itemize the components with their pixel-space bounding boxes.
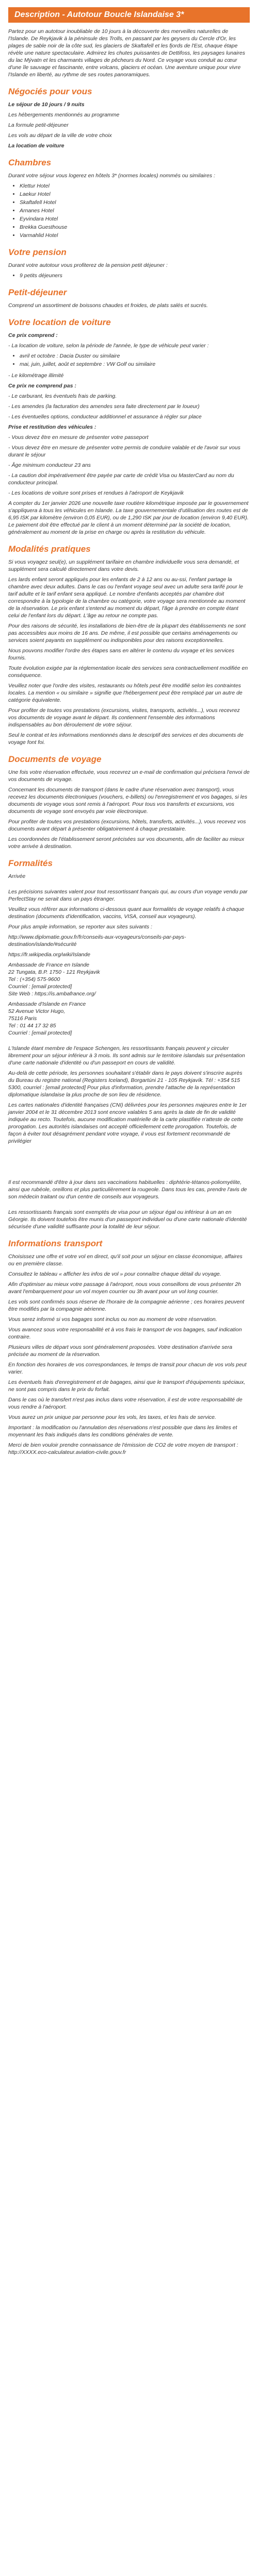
formalities-paragraph: Veuillez vous référer aux informations ci-dessous quant aux formalités de voyage relatifs à chaque destination (documents d'identification, vaccins, VISA, conseil aux voyageurs). — [8, 906, 245, 920]
practical-paragraph: Pour profiter de toutes vos prestations (excursions, visites, transports, activités...), vous recevrez vos documents de voyage avant le départ. Ils contiennent l'ensemble des informations indispensables au bon déroulement de votre séjour. — [8, 707, 240, 728]
car-excluded-item: - Le carburant, les éventuels frais de parking. — [8, 393, 117, 399]
car-rule: - Vous devez être en mesure de présenter votre passeport — [8, 434, 149, 440]
practical-paragraph: Veuillez noter que l'ordre des visites, restaurants ou hôtels peut être modifié selon les contraintes locales. La mention « ou similaire » signifie que l'hébergement peut être remplacé par un autre de catégorie équivalente. — [8, 683, 243, 703]
section-heading-practical: Modalités pratiques — [8, 544, 91, 554]
page-title: Description - Autotour Boucle Islandaise 3* — [8, 7, 250, 23]
hotel-item: • Skaftafell Hotel — [20, 199, 250, 206]
highlight-line: La location de voiture — [8, 143, 64, 149]
transport-paragraph: Vous avancez sous votre responsabilité et à vos frais le transport de vos bagages, sauf indication contraire. — [8, 1327, 242, 1340]
transport-paragraph: Plusieurs villes de départ vous sont généralement proposées. Votre destination d'arrivée sera précisée au moment de la réservation. — [8, 1344, 233, 1358]
rooms-intro: Durant votre séjour vous logerez en hôtels 3* (normes locales) nommés ou similaires : — [8, 173, 215, 179]
formalities-link[interactable]: http://www.diplomatie.gouv.fr/fr/conseils-aux-voyageurs/conseils-par-pays-destination/islande/#sécurité — [8, 934, 186, 947]
section-heading-breakfast: Petit-déjeuner — [8, 287, 67, 297]
documents-paragraph: Concernant les documents de transport (dans le cadre d'une réservation avec transport), vous recevez les documents électroniques (vouchers, e-billets) ou l'enregistrement et vos bagages, si les documents de voyage vous sont remis à l'aéroport. Pour tous vos transferts et excursions, vos documents de voyage sont envoyés par voie électronique. — [8, 787, 248, 815]
hotel-item: • Varmahlid Hotel — [20, 232, 250, 239]
section-heading-car: Votre location de voiture — [8, 317, 111, 327]
car-excluded-item: - Les amendes (la facturation des amendes sera faite directement par le loueur) — [8, 403, 200, 410]
highlight-line: Les hébergements mentionnés au programme — [8, 112, 120, 118]
formalities-paragraph: Pour plus ample information, se reporter aux sites suivants : — [8, 924, 152, 930]
hotel-item: • Laekur Hotel — [20, 191, 250, 198]
car-includes-title: Ce prix comprend : — [8, 332, 58, 338]
transport-paragraph: Afin d'optimiser au mieux votre passage à l'aéroport, nous vous conseillons de vous présenter 2h avant l'embarquement pour un vol moyen courrier ou 3h avant pour un vol long courrier. — [8, 1281, 241, 1295]
section-heading-documents: Documents de voyage — [8, 754, 102, 764]
practical-paragraph: Nous pouvons modifier l'ordre des étapes sans en altérer le contenu du voyage et les services fournis. — [8, 648, 235, 661]
section-heading-rooms: Chambres — [8, 158, 52, 167]
pension-list — [20, 272, 250, 279]
formalities-paragraph: Au-delà de cette période, les personnes souhaitant s'établir dans le pays doivent s'inscrire auprès du Bureau du registre national (Registers Iceland), Borgartúni 21 - 105 Reykjavík. Tél : +354 515 5300, courriel : [email protected] Pour plus d'information, prendre l'attache de la représentation diplomatique islandaise la plus proche de son lieu de résidence. — [8, 1070, 243, 1098]
car-rule: - Les locations de voiture sont prises et rendues à l'aéroport de Keykjavik — [8, 490, 184, 496]
formalities-paragraph: Il est recommandé d'être à jour dans ses vaccinations habituelles : diphtérie-tétanos-poliomyélite, ainsi que rubéole, oreillons et plus particulièrement la rougeole. Dans tous les cas, prendre l'avis de son médecin traitant ou d'un centre de conseils aux voyageurs. — [8, 1179, 247, 1200]
formalities-link[interactable]: https://fr.wikipedia.org/wiki/Islande — [8, 952, 90, 958]
transport-paragraph: Les vols sont confirmés sous réserve de l'horaire de la compagnie aérienne ; ces horaires peuvent être modifiés par la compagnie aérienne. — [8, 1299, 245, 1312]
transport-paragraph: Consultez le tableau « afficher les infos de vol » pour connaître chaque détail du voyage. — [8, 1271, 221, 1277]
transport-paragraph: Important : la modification ou l'annulation des réservations n'est possible que dans les limites et moyennant les frais indiqués dans les conditions générales de vente. — [8, 1425, 237, 1438]
transport-paragraph: Les éventuels frais d'enregistrement et de bagages, ainsi que le transport d'équipements spéciaux, ne sont pas compris dans le prix du forfait. — [8, 1379, 246, 1393]
transport-paragraph: Merci de bien vouloir prendre connaissance de l'émission de CO2 de votre moyen de transport : http://XXXX.eco-calculateur.aviation-civile.gouv.fr — [8, 1442, 238, 1455]
car-excluded-item: - Les éventuelles options, conducteur additionnel et assurance à régler sur place — [8, 414, 202, 420]
documents-paragraph: Pour profiter de toutes vos prestations (excursions, hôtels, transferts, activités...), vous recevez vos documents avant départ à présenter obligatoirement à chaque prestataire. — [8, 819, 246, 832]
practical-paragraph: Seul le contrat et les informations mentionnés dans le descriptif des services et des documents de voyage font foi. — [8, 732, 244, 745]
car-includes-intro: - La location de voiture, selon la période de l'année, le type de véhicule peut varier : — [8, 343, 209, 349]
section-heading-highlights: Négociés pour vous — [8, 87, 92, 96]
transport-paragraph: Choisissez une offre et votre vol en direct, qu'il soit pour un séjour en classe économique, affaires ou en première classe. — [8, 1253, 243, 1267]
section-heading-formalities: Formalités — [8, 858, 53, 868]
hotel-item: • Arnanes Hotel — [20, 207, 250, 214]
embassy-iceland: Ambassade d'Islande en France 52 Avenue Victor Hugo, 75116 Paris Tel : 01 44 17 32 85 Courriel : [email protected] — [8, 1001, 86, 1036]
highlight-line: Les vols au départ de la ville de votre choix — [8, 132, 112, 139]
formalities-paragraph: Les cartes nationales d'identité françaises (CNI) délivrées pour les personnes majeures entre le 1er janvier 2004 et le 31 décembre 2013 sont encore valables 5 ans après la date de fin de validité indiquée au recto. Toutefois, aucune modification matérielle de la carte plastifiée n'atteste de cette prorogation. Les autorités islandaises ont accepté officiellement cette prorogation. Toutefois, de façon à éviter tout désagrément pendant votre voyage, il vous est fortement recommandé de privilégier — [8, 1102, 247, 1144]
practical-paragraph: Les lards enfant seront appliqués pour les enfants de 2 à 12 ans ou au-ssi, l'enfant partage la chambre avec deux adultes. Dans le cas ou l'enfant voyage seul avec un adulte sera tarifé pour le tarif adulte et le tarif enfant sera appliqué. Le nombre d'enfants acceptés par chambre doit correspondre à la typologie de la chambre ou catégorie, votre voyage sera mentionnée au moment de la réservation. Le prix enfant s'entend au moment du départ, l'âge à prendre en compte étant celui de l'enfant lors du départ. L'âge au retour ne compte pas. — [8, 577, 246, 619]
car-rule: - La caution doit impérativement être payée par carte de crédit Visa ou MasterCard au nom du conducteur principal. — [8, 472, 234, 486]
formalities-arrival: Arrivée — [8, 873, 26, 879]
car-season-list — [20, 352, 250, 368]
practical-paragraph: Toute évolution exigée par la réglementation locale des services sera contractuellement modifiée en conséquence. — [8, 665, 248, 679]
formalities-paragraph: Les ressortissants français sont exemptés de visa pour un séjour égal ou inférieur à un an en Géorgie. Ils doivent toutefois être munis d'un passeport individuel ou d'une carte nationale d'identité sécurisée d'une validité suffisante pour la totalité de leur séjour. — [8, 1209, 247, 1230]
section-heading-transport: Informations transport — [8, 1239, 103, 1248]
car-season-item: • mai, juin, juillet, août et septembre : VW Golf ou similaire — [20, 361, 250, 368]
car-rule: - Âge minimum conducteur 23 ans — [8, 462, 91, 468]
car-rule: - Vous devez être en mesure de présenter votre permis de conduire valable et de l'avoir sur vous durant le séjour — [8, 445, 240, 458]
highlight-line: La formule petit-déjeuner — [8, 122, 69, 128]
section-heading-pension: Votre pension — [8, 247, 67, 257]
pension-item: • 9 petits déjeuners — [20, 272, 250, 279]
hotel-item: • Brekka Guesthouse — [20, 224, 250, 231]
transport-paragraph: Vous aurez un prix unique par personne pour les vols, les taxes, et les frais de service. — [8, 1414, 216, 1420]
embassy-france: Ambassade de France en Islande 22 Tungata, B.P. 1750 - 121 Reykjavik Tel : (+354) 575-9600 Courriel : [email protected] Site Web : https://is.ambafrance.org/ — [8, 962, 100, 997]
car-note: A compter du 1er janvier 2026 une nouvelle taxe routière kilométrique imposée par le gouvernement s'appliquera à tous les véhicules en Islande. La taxe gouvernementale d'utilisation des routes est de 6,95 ISK par kilomètre (environ 0,05 EUR), ou de 1,290 ISK par jour de location (environ 9,40 EUR). Le paiement doit être effectué par le client à un moment déterminé par la société de location, généralement au moment de la prise en charge ou après la restitution du véhicule. — [8, 500, 249, 535]
formalities-paragraph: Les précisions suivantes valent pour tout ressortissant français qui, au cours d'un voyage vendu par PerfectStay ne serait dans un pays étranger. — [8, 889, 248, 902]
breakfast-text: Comprend un assortiment de boissons chaudes et froides, de plats salés et sucrés. — [8, 302, 208, 309]
practical-paragraph: Si vous voyagez seul(e), un supplément tarifaire en chambre individuelle vous sera demandé, et supplément sera calculé directement dans votre devis. — [8, 559, 239, 572]
transport-paragraph: En fonction des horaires de vos correspondances, le temps de transit pour chacun de vos vols peut varier. — [8, 1362, 247, 1375]
formalities-paragraph: L'Islande étant membre de l'espace Schengen, les ressortissants français peuvent y circuler librement pour un séjour inférieur à 3 mois. Ils sont admis sur le territoire islandais sur présentation d'une carte nationale d'identité ou d'un passeport en cours de validité. — [8, 1045, 245, 1066]
transport-paragraph: Vous serez informé si vos bagages sont inclus ou non au moment de votre réservation. — [8, 1316, 217, 1323]
highlight-line: Le séjour de 10 jours / 9 nuits — [8, 101, 85, 108]
car-excluded-title: Ce prix ne comprend pas : — [8, 383, 76, 389]
hotel-item: • Eyvindara Hotel — [20, 215, 250, 223]
car-mileage: - Le kilométrage illimité — [8, 372, 64, 379]
intro-text: Partez pour un autotour inoubliable de 10 jours à la découverte des merveilles naturelles de l'Islande. De Reykjavik à la péninsule des Trolls, en passant par les geysers du Cercle d'Or, les plages de sable noir de la côte sud, les glaciers de Skaftafell et les fjords de l'Est, chaque étape révèle une nature spectaculaire. Admirez les chutes puissantes de Dettifoss, les paysages lunaires du lac Mývatn et les charmants villages de pêcheurs du Nord. Ce voyage vous conduit au cœur d'une île sauvage et fascinante, entre volcans, glaciers et océan. Une aventure unique pour vivre l'Islande en liberté, au rythme de ses routes panoramiques. — [8, 28, 245, 78]
car-rules-title: Prise et restitution des véhicules : — [8, 424, 96, 430]
pension-intro: Durant votre autotour vous profiterez de la pension petit déjeuner : — [8, 262, 168, 268]
car-season-item: • avril et octobre : Dacia Duster ou similaire — [20, 352, 250, 360]
documents-paragraph: Les coordonnées de l'établissement seront précisées sur vos documents, afin de faciliter au mieux votre arrivée à destination. — [8, 836, 245, 850]
practical-paragraph: Pour des raisons de sécurité, les installations de bien-être de la plupart des établissements ne sont pas accessibles aux moins de 16 ans. De même, il est possible que certains aménagements ou services soient payants en supplément ou indisponibles pour des raisons exceptionnelles. — [8, 623, 246, 643]
hotel-item: • Klettur Hotel — [20, 182, 250, 190]
transport-paragraph: Dans le cas où le transfert n'est pas inclus dans votre réservation, il est de votre responsabilité de vous rendre à l'aéroport. — [8, 1397, 243, 1410]
documents-paragraph: Une fois votre réservation effectuée, vous recevrez un e-mail de confirmation qui précisera l'envoi de vos documents de voyage. — [8, 769, 250, 783]
hotel-list — [20, 182, 250, 239]
